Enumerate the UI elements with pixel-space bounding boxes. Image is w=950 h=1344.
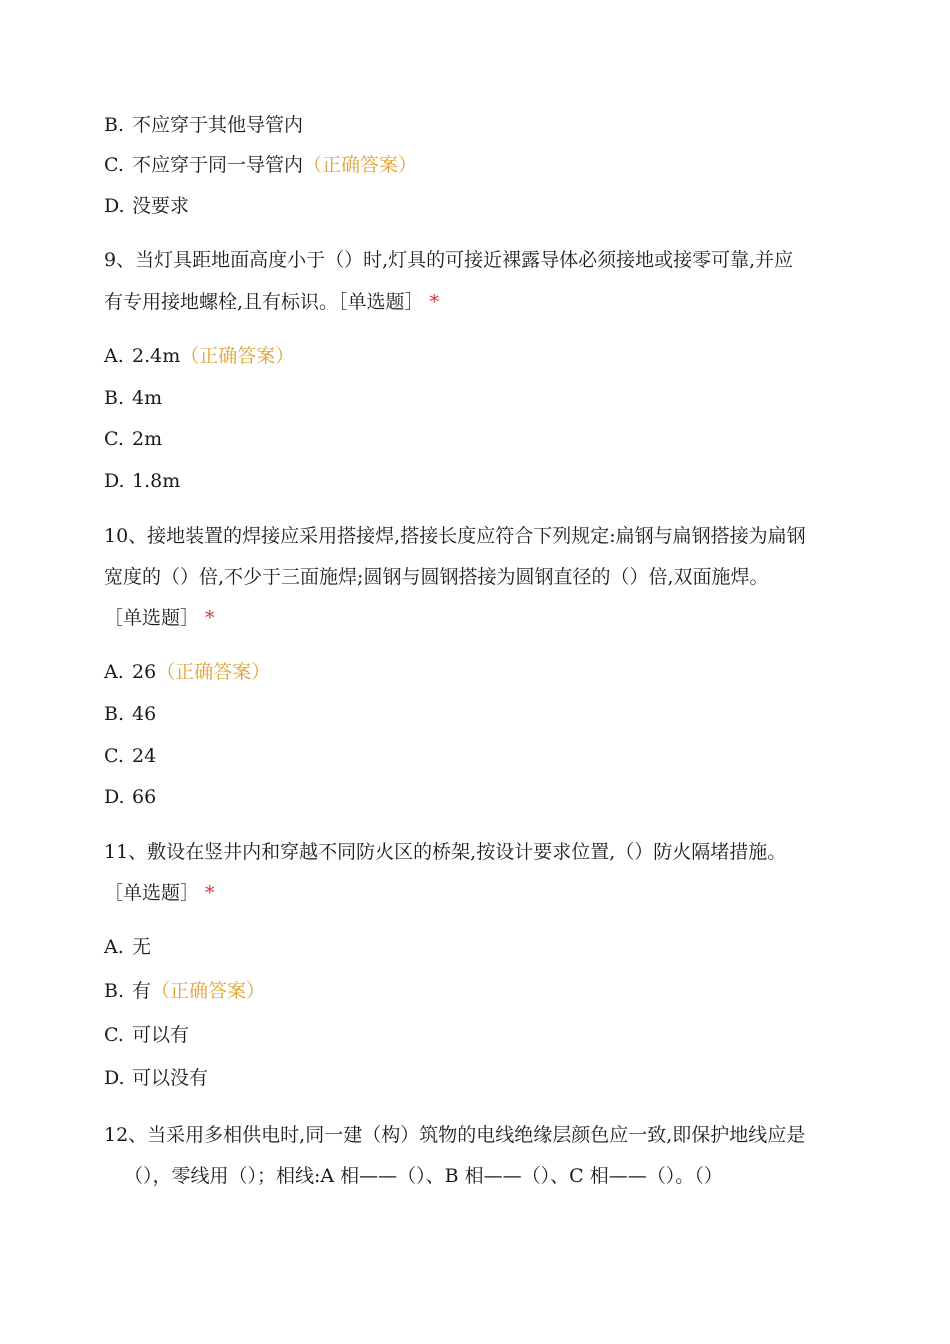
- option-key: D.: [104, 786, 125, 808]
- correct-answer-mark: （正确答案）: [303, 154, 418, 176]
- option-key: D.: [104, 195, 125, 217]
- q9-question-line1: 9、当灯具距地面高度小于（）时,灯具的可接近裸露导体必须接地或接零可靠,并应: [104, 249, 794, 271]
- option-key: B.: [104, 114, 125, 136]
- option-key: B.: [104, 980, 125, 1002]
- correct-answer-mark: （正确答案）: [151, 980, 266, 1002]
- option-text: 24: [132, 745, 157, 767]
- option-key: B.: [104, 387, 125, 409]
- q9-question-line2: [104, 288, 439, 316]
- q8-option-b[interactable]: [104, 111, 303, 139]
- q12-question-line1: 12、当采用多相供电时,同一建（构）筑物的电线绝缘层颜色应一致,即保护地线应是: [104, 1124, 806, 1146]
- correct-answer-mark: （正确答案）: [156, 661, 271, 683]
- q8-option-c[interactable]: [104, 151, 417, 179]
- q9-option-b[interactable]: [104, 384, 162, 412]
- option-text: 2.4m: [132, 345, 181, 367]
- required-mark: *: [205, 882, 215, 904]
- option-text: 没要求: [132, 195, 190, 217]
- q10-question-line1: 10、接地装置的焊接应采用搭接焊,搭接长度应符合下列规定:扁钢与扁钢搭接为扁钢: [104, 525, 806, 547]
- q11-option-c[interactable]: [104, 1021, 189, 1049]
- option-key: B.: [104, 703, 125, 725]
- option-text: 26: [132, 661, 157, 683]
- option-key: C.: [104, 1024, 124, 1046]
- option-key: A.: [104, 661, 124, 683]
- option-text: 66: [132, 786, 157, 808]
- question-type: ［单选题］: [104, 607, 200, 629]
- q11-question-line1: 11、敷设在竖井内和穿越不同防火区的桥架,按设计要求位置,（）防火隔堵措施。: [104, 841, 787, 863]
- option-text: 有: [132, 980, 152, 1002]
- option-text: 46: [132, 703, 157, 725]
- option-key: C.: [104, 428, 124, 450]
- option-text: 2m: [132, 428, 163, 450]
- q9-option-c[interactable]: [104, 425, 162, 453]
- required-mark: *: [205, 607, 215, 629]
- q10-option-c[interactable]: [104, 742, 156, 770]
- question-type: ［单选题］: [104, 882, 200, 904]
- option-key: A.: [104, 936, 124, 958]
- q11-option-d[interactable]: [104, 1064, 208, 1092]
- option-text: 不应穿于其他导管内: [132, 114, 304, 136]
- option-key: D.: [104, 470, 125, 492]
- question-text: 有专用接地螺栓,且有标识。［单选题］: [104, 291, 424, 313]
- option-text: 1.8m: [132, 470, 181, 492]
- q9-option-a[interactable]: [104, 342, 294, 370]
- option-key: C.: [104, 154, 124, 176]
- option-text: 4m: [132, 387, 163, 409]
- option-text: 不应穿于同一导管内: [132, 154, 304, 176]
- option-key: D.: [104, 1067, 125, 1089]
- q9-option-d[interactable]: [104, 467, 180, 495]
- option-key: A.: [104, 345, 124, 367]
- q10-option-a[interactable]: [104, 658, 270, 686]
- required-mark: *: [429, 291, 440, 313]
- q11-option-a[interactable]: [104, 933, 151, 961]
- q10-question-line3: [104, 604, 215, 632]
- q10-question-line2: 宽度的（）倍,不少于三面施焊;圆钢与圆钢搭接为圆钢直径的（）倍,双面施焊。: [104, 566, 769, 588]
- q10-option-b[interactable]: [104, 700, 156, 728]
- q8-option-d[interactable]: [104, 192, 189, 220]
- option-text: 无: [132, 936, 152, 958]
- option-key: C.: [104, 745, 124, 767]
- q11-option-b[interactable]: [104, 977, 265, 1005]
- q12-question-line2: （），零线用（）；相线:A 相——（）、B 相——（）、C 相——（）。（）: [124, 1165, 723, 1187]
- option-text: 可以有: [132, 1024, 190, 1046]
- option-text: 可以没有: [132, 1067, 209, 1089]
- q11-question-line2: [104, 879, 215, 907]
- q10-option-d[interactable]: [104, 783, 156, 811]
- correct-answer-mark: （正确答案）: [180, 345, 295, 367]
